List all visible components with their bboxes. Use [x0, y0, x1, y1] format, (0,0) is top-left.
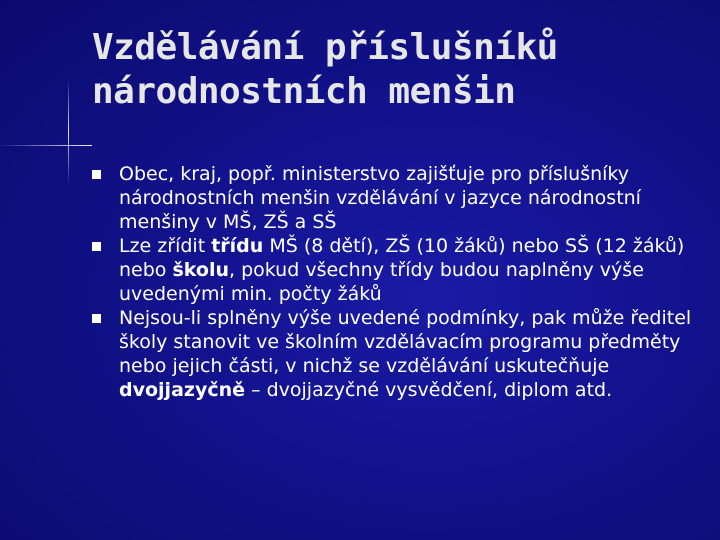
- square-bullet-icon: [92, 170, 101, 179]
- bold-term-class: třídu: [211, 235, 264, 257]
- bullet-text: , pokud všechny třídy budou naplněny výše uvedenými min. počty žáků: [119, 259, 644, 305]
- bullet-text: MŠ (8 dětí), ZŠ (10 žáků) nebo SŠ (12 žáků) nebo: [119, 235, 685, 281]
- bullet-item-3: [92, 306, 692, 402]
- slide-title-line-2: národnostních menšin: [92, 71, 516, 112]
- decorative-horizontal-line: [0, 145, 92, 146]
- square-bullet-icon: [92, 242, 101, 251]
- bullet-list: [92, 162, 692, 402]
- bullet-text: – dvojjazyčné vysvědčení, diplom atd.: [245, 379, 613, 401]
- bullet-text: Obec, kraj, popř. ministerstvo zajišťuje pro příslušníky národnostních menšin vzdělávání v jazyce národnostní menšiny v MŠ, ZŠ a SŠ: [119, 163, 641, 233]
- bullet-text: Lze zřídit: [119, 235, 212, 257]
- bullet-item-1: [92, 162, 692, 234]
- slide-title-line-1: Vzdělávání příslušníků: [92, 27, 558, 68]
- slide-title: [92, 26, 692, 114]
- decorative-vertical-line: [68, 82, 69, 182]
- bullet-item-2: [92, 234, 692, 306]
- bold-term-bilingual: dvojjazyčně: [119, 379, 246, 401]
- bold-term-school: školu: [172, 259, 229, 281]
- bullet-text: Nejsou-li splněny výše uvedené podmínky, pak může ředitel školy stanovit ve školním vzdělávacím programu předměty nebo jejich části, v nichž se vzdělávání uskutečňuje: [119, 307, 692, 377]
- square-bullet-icon: [92, 314, 101, 323]
